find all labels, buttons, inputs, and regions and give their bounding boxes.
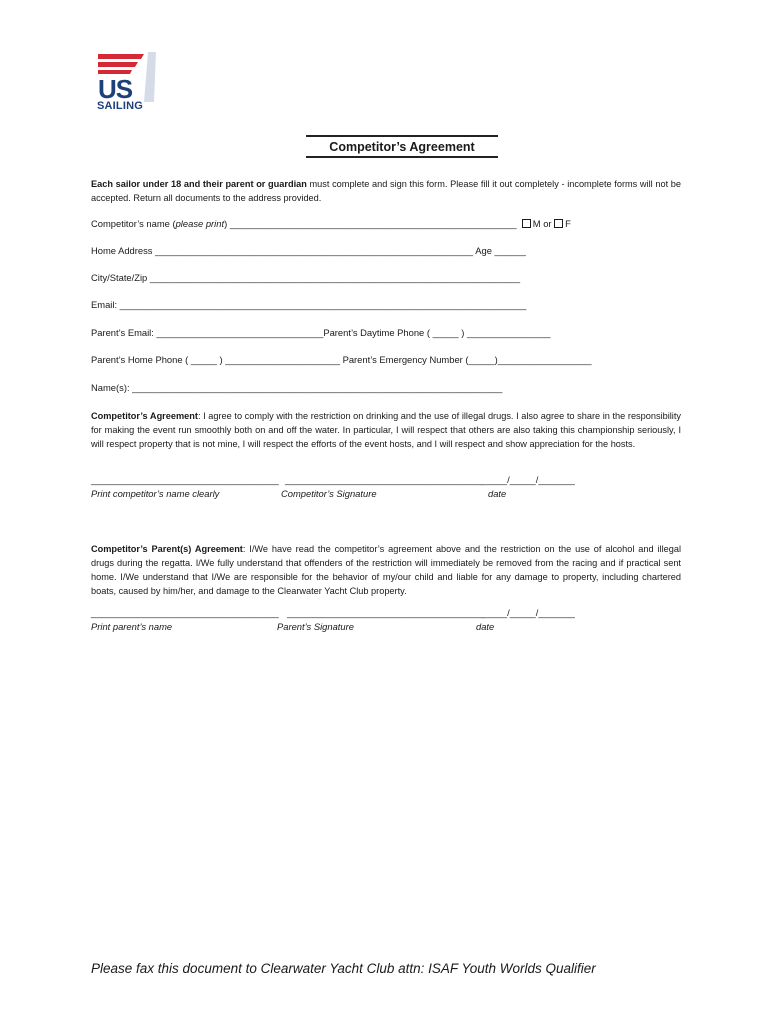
parent-date-line[interactable]: _____/_____/_______ <box>481 607 575 618</box>
logo-us-text: US <box>98 74 133 104</box>
name-line: ) _______________________________________________________ <box>224 218 517 229</box>
competitor-name-line[interactable]: ____________________________________ <box>91 474 279 485</box>
parent-signature-label: Parent’s Signature <box>277 621 354 632</box>
parent-name-label: Print parent’s name <box>91 621 173 632</box>
intro-paragraph <box>91 177 681 205</box>
title-rule-top <box>306 135 498 137</box>
competitor-agreement-paragraph <box>91 409 681 451</box>
city-state-zip-field[interactable]: City/State/Zip _______________________________________________________________________ <box>91 272 521 283</box>
intro-bold: Each sailor under 18 and their parent or guardian <box>91 179 307 189</box>
parent-phone-field[interactable]: Parent’s Home Phone ( _____ ) ______________________ Parent’s Emergency Number (_____)__________________ <box>91 354 592 365</box>
parent-name-line[interactable]: ____________________________________ <box>91 607 279 618</box>
footer-note: Please fax this document to Clearwater Yacht Club attn: ISAF Youth Worlds Qualifier <box>91 961 596 976</box>
parent-date-label: date <box>476 621 495 632</box>
competitor-name-label: Print competitor’s name clearly <box>91 488 220 499</box>
names-field[interactable]: Name(s): _______________________________________________________________________ <box>91 382 503 393</box>
parent-signature-line[interactable]: ______________________________________ <box>287 607 486 618</box>
competitor-signature-label: Competitor’s Signature <box>281 488 377 499</box>
name-label: Competitor’s name ( <box>91 218 176 229</box>
female-checkbox[interactable] <box>554 219 563 228</box>
title-rule-bottom <box>306 156 498 158</box>
parent-agreement-paragraph <box>91 542 681 598</box>
page-title: Competitor’s Agreement <box>329 140 475 154</box>
gender-m-label: M or <box>532 218 555 229</box>
logo-sailing-text: SAILING <box>97 100 144 112</box>
intro-rest: must complete and sign this form. Please fill it out completely - incomplete forms will not be accepted. Return all documents to the address provided. <box>91 179 682 203</box>
name-label-italic: please print <box>175 218 225 229</box>
competitor-date-label: date <box>488 488 507 499</box>
gender-f-label: F <box>565 218 571 229</box>
home-address-field[interactable]: Home Address _____________________________________________________________ Age ______ <box>91 245 526 256</box>
competitor-date-line[interactable]: _____/_____/_______ <box>481 474 575 485</box>
competitor-signature-line[interactable]: ______________________________________ <box>285 474 484 485</box>
competitor-agreement-heading: Competitor’s Agreement <box>91 411 198 421</box>
email-field[interactable]: Email: ______________________________________________________________________________ <box>91 299 527 310</box>
male-checkbox[interactable] <box>522 219 531 228</box>
parent-agreement-text: : I/We have read the competitor’s agreement above and the restriction on the use of alcohol and illegal drugs during the regatta. I/We fully understand that offenders of the restriction will immediately be removed from the racing and if practical sent home. I/We understand that I/We are responsible for the behavior of my/our child and liable for any damage to property, including chartered boats, caused by him/her, and damage to the Clearwater Yacht Club property. <box>91 544 681 596</box>
competitor-name-field[interactable] <box>91 217 571 231</box>
parent-agreement-heading: Competitor’s Parent(s) Agreement <box>91 544 243 554</box>
parent-email-field[interactable]: Parent’s Email: ________________________________Parent’s Daytime Phone ( _____ ) ________________ <box>91 327 551 338</box>
competitor-agreement-text: : I agree to comply with the restriction on drinking and the use of illegal drugs. I also agree to share in the responsibility for making the event run smoothly both on and off the water. In particular, I will respect that others are also taking this championship seriously, I will respect property that is not mine, I will respect the efforts of the event hosts, and I will respect and show appreciation for the hosts. <box>91 411 681 449</box>
